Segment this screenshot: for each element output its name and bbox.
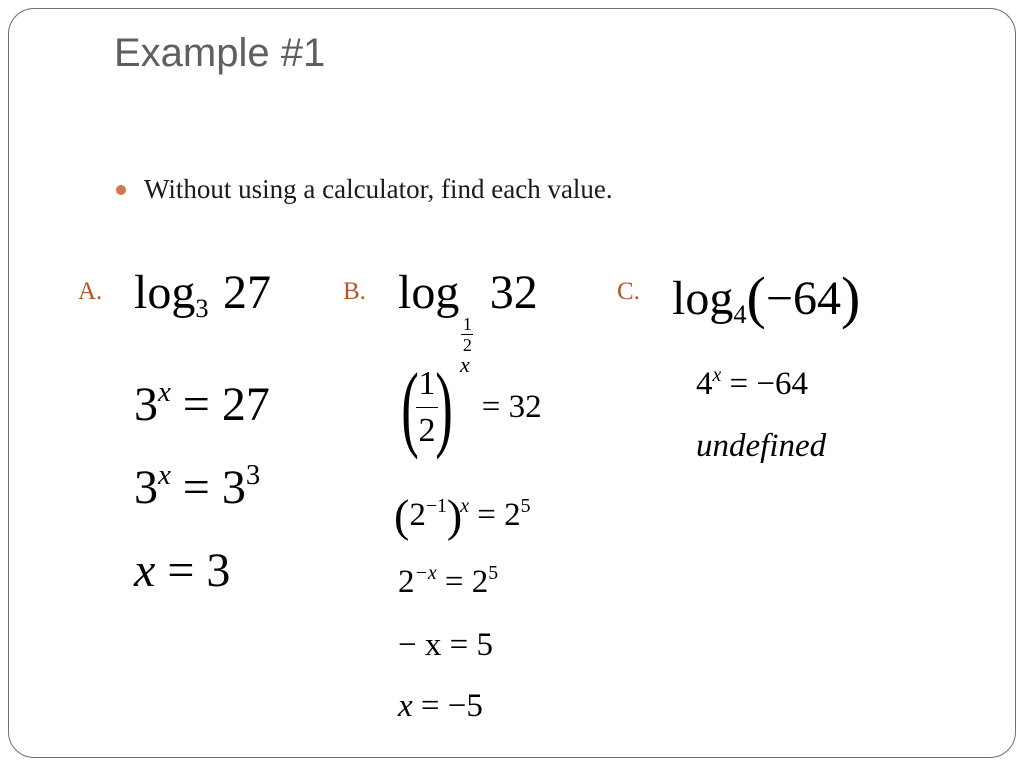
- part-b-label: B.: [343, 278, 366, 305]
- log-word: log: [398, 266, 460, 319]
- log-word: log: [134, 266, 196, 319]
- part-a-label: A.: [78, 278, 103, 305]
- part-a-step-3: x = 3: [134, 544, 231, 597]
- part-c-step-2: undefined: [696, 428, 827, 464]
- log-word: log: [672, 272, 734, 325]
- part-c-label: C.: [617, 278, 640, 305]
- part-b-problem: [398, 266, 538, 355]
- part-a-step-1: $3^x = 27$: [134, 376, 270, 431]
- part-c-step-1: $4^x = -64$: [696, 364, 809, 402]
- part-b-step-1: ( $\frac{1}{2}$ ) x = 32: [401, 352, 542, 460]
- log-argument: 27: [222, 266, 271, 319]
- part-b-step-5: x = −5: [398, 688, 483, 724]
- part-a-step-2: $3^x = 3^3$: [134, 459, 261, 514]
- part-a-problem: [134, 266, 271, 324]
- log-argument: 32: [489, 266, 538, 319]
- part-b-step-2: $(2^{-1})^x = 2^5$: [394, 490, 531, 541]
- log-base: 4: [733, 299, 747, 330]
- bullet-dot-icon: [116, 185, 126, 195]
- part-c-problem: log4(−64): [672, 265, 861, 330]
- slide-title: Example #1: [114, 31, 326, 75]
- log-argument: −64: [765, 272, 841, 325]
- bullet-text: Without using a calculator, find each value.: [144, 174, 613, 204]
- part-b-step-3: $2^{-x} = 2^5$: [398, 562, 499, 600]
- log-base: 3: [195, 293, 209, 324]
- log-base-fraction: $\frac{1}{2}$: [462, 314, 472, 355]
- bullet-item: [116, 174, 613, 205]
- part-b-step-4: − x = 5: [398, 627, 493, 663]
